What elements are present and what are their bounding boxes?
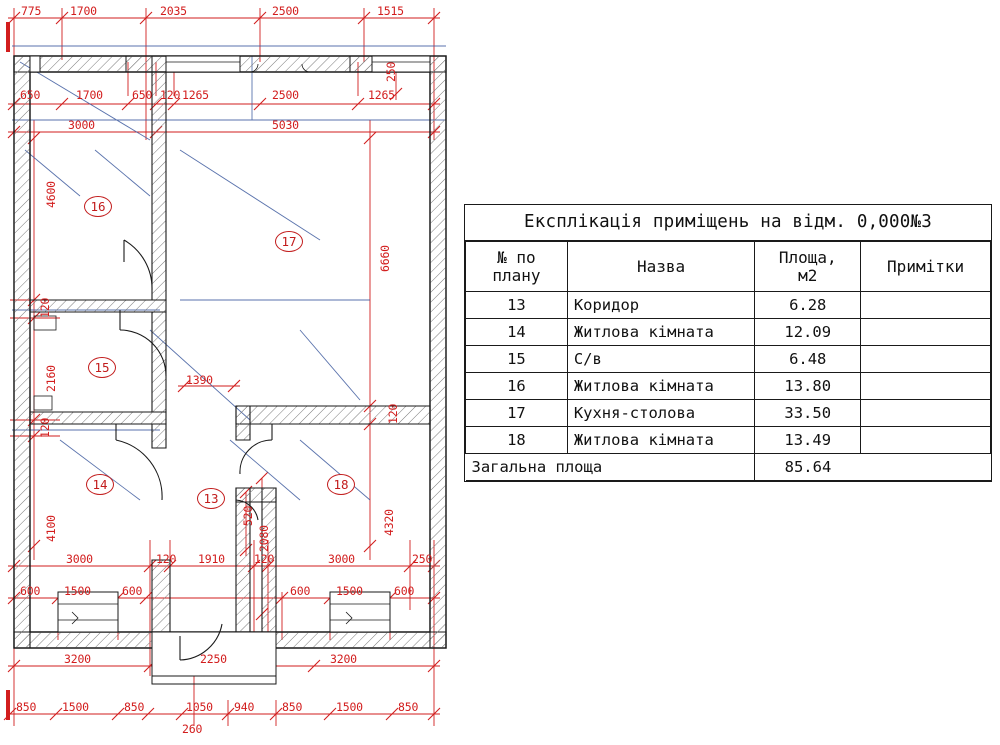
explication-table (464, 204, 992, 482)
dim-text: 5030 (272, 118, 299, 132)
dim-text: 600 (20, 584, 41, 598)
dim-text: 2035 (160, 4, 187, 18)
dim-text: 850 (16, 700, 37, 714)
dim-text: 4320 (382, 509, 396, 536)
dim-text: 1390 (186, 373, 213, 387)
dim-text: 4600 (44, 181, 58, 208)
cell-area: 6.48 (755, 346, 861, 373)
dim-text: 1910 (198, 552, 225, 566)
room-label-13: 13 (197, 488, 225, 509)
dim-text: 1500 (336, 584, 363, 598)
dim-text: 940 (234, 700, 255, 714)
dim-text: 1050 (186, 700, 213, 714)
cell-note (861, 292, 991, 319)
dim-text: 120 (254, 552, 275, 566)
dim-text: 650 (132, 88, 153, 102)
dim-text: 3200 (64, 652, 91, 666)
cell-name: Кухня-столова (567, 400, 755, 427)
total-note (861, 454, 991, 481)
dim-text: 4100 (44, 515, 58, 542)
dim-text: 120 (160, 88, 181, 102)
header-area-line2: м2 (798, 265, 818, 285)
cell-name: С/в (567, 346, 755, 373)
table-total-row (466, 454, 991, 481)
cell-number: 17 (466, 400, 568, 427)
cell-number: 15 (466, 346, 568, 373)
cell-name: Житлова кімната (567, 373, 755, 400)
dim-text: 1265 (368, 88, 395, 102)
cell-note (861, 319, 991, 346)
dim-text: 2160 (44, 365, 58, 392)
dim-text: 650 (20, 88, 41, 102)
fixture-symbols (34, 316, 56, 410)
room-label-17: 17 (275, 231, 303, 252)
dim-text: 120 (386, 403, 400, 424)
table-row (466, 400, 991, 427)
header-area (755, 242, 861, 292)
cell-note (861, 400, 991, 427)
cell-note (861, 346, 991, 373)
cell-number: 16 (466, 373, 568, 400)
cell-number: 14 (466, 319, 568, 346)
dim-text: 3000 (68, 118, 95, 132)
table-row (466, 346, 991, 373)
room-label-14: 14 (86, 474, 114, 495)
cell-name: Житлова кімната (567, 427, 755, 454)
cell-area: 13.49 (755, 427, 861, 454)
cell-note (861, 427, 991, 454)
header-number-line1: № по (497, 248, 536, 268)
dim-text: 250 (384, 61, 398, 82)
table-row (466, 319, 991, 346)
total-label: Загальна площа (466, 454, 755, 481)
dim-text: 600 (290, 584, 311, 598)
dim-text: 120 (38, 297, 52, 318)
room-label-18: 18 (327, 474, 355, 495)
table-row (466, 427, 991, 454)
dim-text: 1265 (182, 88, 209, 102)
room-label-15: 15 (88, 357, 116, 378)
dim-text: 1500 (62, 700, 89, 714)
dim-text: 775 (21, 4, 42, 18)
dim-text: 600 (122, 584, 143, 598)
dim-text: 1700 (76, 88, 103, 102)
dim-text: 520 (241, 505, 255, 526)
cell-area: 33.50 (755, 400, 861, 427)
header-note: Примітки (861, 242, 991, 292)
dim-text: 600 (394, 584, 415, 598)
dim-text: 250 (412, 552, 433, 566)
dim-text: 2500 (272, 88, 299, 102)
dim-text: 1515 (377, 4, 404, 18)
dim-text: 850 (124, 700, 145, 714)
dim-text: 3000 (328, 552, 355, 566)
cell-number: 13 (466, 292, 568, 319)
table-title: Експлікація приміщень на відм. 0,000№3 (465, 205, 991, 241)
header-number (466, 242, 568, 292)
dim-text: 3200 (330, 652, 357, 666)
dim-text: 2080 (257, 525, 271, 552)
dim-text: 120 (38, 417, 52, 438)
dim-text: 850 (398, 700, 419, 714)
dim-text: 850 (282, 700, 303, 714)
dim-text: 1700 (70, 4, 97, 18)
table-row (466, 373, 991, 400)
header-number-line2: плану (492, 265, 541, 285)
total-area: 85.64 (755, 454, 861, 481)
dim-text: 2250 (200, 652, 227, 666)
dim-text: 260 (182, 722, 203, 736)
axis-lines (12, 46, 446, 500)
table-row (466, 292, 991, 319)
cell-area: 12.09 (755, 319, 861, 346)
cell-note (861, 373, 991, 400)
dim-text: 3000 (66, 552, 93, 566)
header-area-line1: Площа, (778, 248, 837, 268)
header-name: Назва (567, 242, 755, 292)
cell-name: Коридор (567, 292, 755, 319)
dim-text: 6660 (378, 245, 392, 272)
cell-area: 6.28 (755, 292, 861, 319)
table-header-row (466, 242, 991, 292)
dim-text: 2500 (272, 4, 299, 18)
cell-number: 18 (466, 427, 568, 454)
dim-text: 1500 (336, 700, 363, 714)
dim-text: 1500 (64, 584, 91, 598)
cell-name: Житлова кімната (567, 319, 755, 346)
cell-area: 13.80 (755, 373, 861, 400)
room-label-16: 16 (84, 196, 112, 217)
dim-text: 120 (156, 552, 177, 566)
